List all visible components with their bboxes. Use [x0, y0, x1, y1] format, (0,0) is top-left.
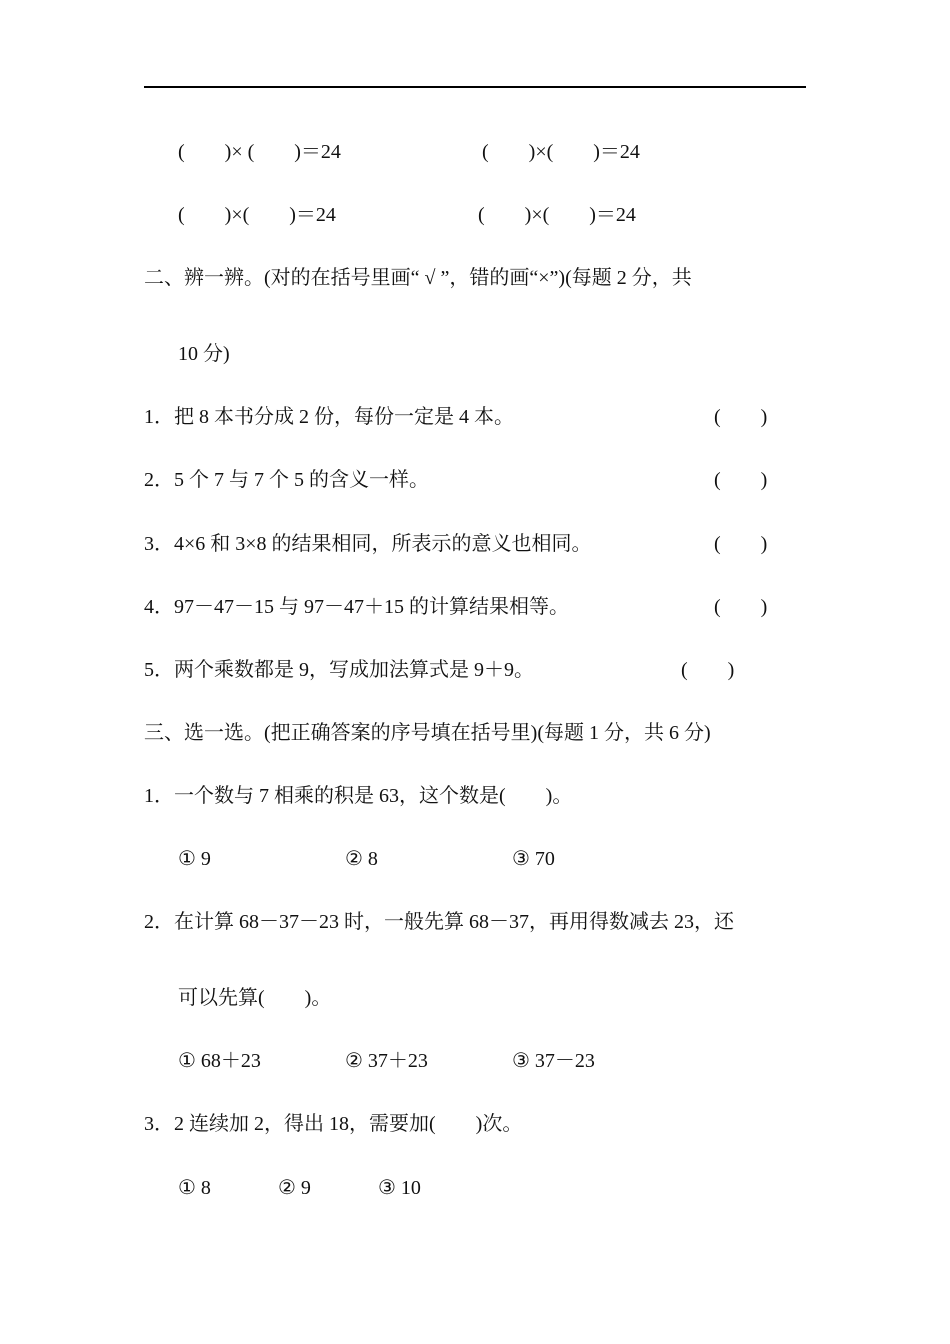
- choice-option[interactable]: ① 8: [178, 1177, 211, 1199]
- choice-option[interactable]: ② 37＋23: [345, 1050, 428, 1072]
- choice-option[interactable]: ② 8: [345, 848, 378, 870]
- choice-option[interactable]: ③ 70: [512, 848, 555, 870]
- choice-question: 1．一个数与 7 相乘的积是 63，这个数是( )。: [144, 785, 573, 807]
- judge-item: 1．把 8 本书分成 2 份，每份一定是 4 本。: [144, 406, 514, 428]
- header-rule: [144, 86, 806, 88]
- answer-blank[interactable]: ( ): [714, 596, 768, 618]
- choice-question: 2．在计算 68－37－23 时，一般先算 68－37，再用得数减去 23，还: [144, 911, 734, 933]
- choice-option[interactable]: ① 68＋23: [178, 1050, 261, 1072]
- choice-option[interactable]: ③ 10: [378, 1177, 421, 1199]
- choice-question: 3．2 连续加 2，得出 18，需要加( )次。: [144, 1113, 523, 1135]
- judge-item: 2．5 个 7 与 7 个 5 的含义一样。: [144, 469, 429, 491]
- equation-blank[interactable]: ( )×( )＝24: [478, 204, 636, 226]
- equation-blank[interactable]: ( )×( )＝24: [178, 204, 336, 226]
- judge-item: 4．97－47－15 与 97－47＋15 的计算结果相等。: [144, 596, 569, 618]
- section-title: 二、辨一辨。(对的在括号里画“ √ ”，错的画“×”)(每题 2 分，共: [144, 267, 692, 289]
- section-title: 三、选一选。(把正确答案的序号填在括号里)(每题 1 分，共 6 分): [144, 722, 711, 744]
- choice-option[interactable]: ① 9: [178, 848, 211, 870]
- choice-option[interactable]: ② 9: [278, 1177, 311, 1199]
- choice-option[interactable]: ③ 37－23: [512, 1050, 595, 1072]
- answer-blank[interactable]: ( ): [714, 533, 768, 555]
- equation-blank[interactable]: ( )× ( )＝24: [178, 141, 341, 163]
- judge-item: 3．4×6 和 3×8 的结果相同，所表示的意义也相同。: [144, 533, 592, 555]
- answer-blank[interactable]: ( ): [714, 406, 768, 428]
- choice-question-continued: 可以先算( )。: [178, 987, 332, 1009]
- judge-item: 5．两个乘数都是 9，写成加法算式是 9＋9。: [144, 659, 534, 681]
- answer-blank[interactable]: ( ): [681, 659, 735, 681]
- equation-blank[interactable]: ( )×( )＝24: [482, 141, 640, 163]
- answer-blank[interactable]: ( ): [714, 469, 768, 491]
- section-title-continued: 10 分): [178, 343, 230, 365]
